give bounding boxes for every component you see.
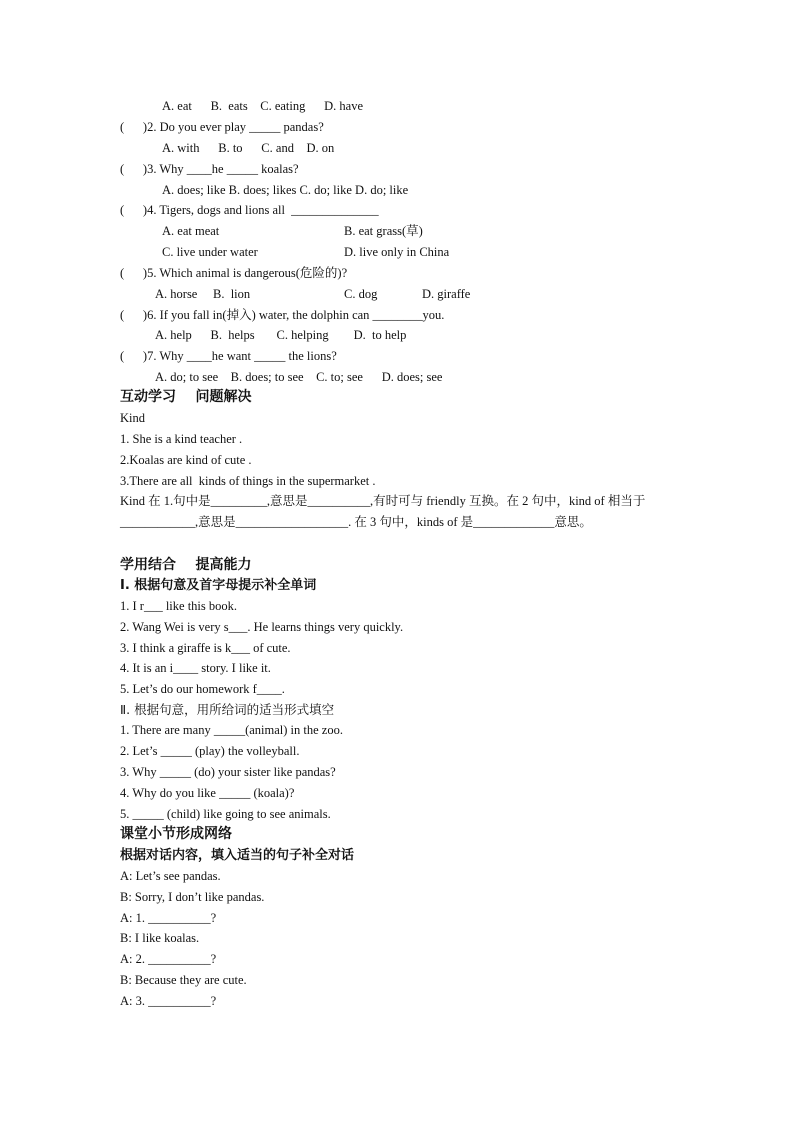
q2-stem: ( )2. Do you ever play _____ pandas? [120, 120, 324, 134]
q1-options: A. eat B. eats C. eating D. have [162, 99, 363, 113]
q5-option-ab: A. horse B. lion [155, 287, 251, 301]
q4-option-d: D. live only in China [344, 245, 450, 259]
part2-item-2: 2. Let’s _____ (play) the volleyball. [120, 744, 300, 758]
dialogue-line-4: B: I like koalas. [120, 931, 200, 945]
q3-options: A. does; like B. does; likes C. do; like D. do; like [162, 183, 409, 197]
q5-option-c: C. dog [344, 287, 378, 301]
dialogue-line-1: A: Let’s see pandas. [120, 869, 221, 883]
q5-stem: ( )5. Which animal is dangerous(危险的)? [120, 266, 348, 280]
part1-item-5: 5. Let’s do our homework f____. [120, 682, 285, 696]
kind-sentence-2: 2.Koalas are kind of cute . [120, 453, 252, 467]
kind-word: Kind [120, 411, 145, 425]
q6-options: A. help B. helps C. helping D. to help [155, 328, 407, 342]
q4-option-a: A. eat meat [162, 224, 220, 238]
part1-item-1: 1. I r___ like this book. [120, 599, 238, 613]
dialogue-line-6: B: Because they are cute. [120, 973, 247, 987]
dialogue-line-7: A: 3. __________? [120, 994, 217, 1008]
q5-option-d: D. giraffe [422, 287, 471, 301]
q6-stem: ( )6. If you fall in(掉入) water, the dolphin can ________you. [120, 308, 445, 322]
part1-item-4: 4. It is an i____ story. I like it. [120, 661, 271, 675]
part1-item-3: 3. I think a giraffe is k___ of cute. [120, 641, 291, 655]
section-title-application: 学用结合 提高能力 [120, 557, 252, 573]
dialogue-line-2: B: Sorry, I don’t like pandas. [120, 890, 265, 904]
q7-stem: ( )7. Why ____he want _____ the lions? [120, 349, 337, 363]
dialogue-line-3: A: 1. __________? [120, 911, 217, 925]
part1-item-2: 2. Wang Wei is very s___. He learns things very quickly. [120, 620, 404, 634]
section-title-summary: 课堂小节形成网络 [120, 826, 232, 842]
section-title-interactive: 互动学习 问题解决 [120, 389, 252, 405]
kind-sentence-3: 3.There are all kinds of things in the supermarket . [120, 474, 376, 488]
part2-item-4: 4. Why do you like _____ (koala)? [120, 786, 295, 800]
q7-options: A. do; to see B. does; to see C. to; see D. does; see [155, 370, 443, 384]
q4-option-c: C. live under water [162, 245, 258, 259]
kind-sentence-1: 1. She is a kind teacher . [120, 432, 243, 446]
dialogue-line-5: A: 2. __________? [120, 952, 217, 966]
part2-item-5: 5. _____ (child) like going to see animals. [120, 807, 331, 821]
part2-item-1: 1. There are many _____(animal) in the zoo. [120, 723, 343, 737]
q3-stem: ( )3. Why ____he _____ koalas? [120, 162, 299, 176]
kind-explanation-paragraph: Kind 在 1.句中是_________,意思是__________,有时可与 friendly 互换。在 2 句中，kind of 相当于____________,意思是__________________. 在 3 句中，kinds of 是_____________意思。 [120, 494, 646, 529]
part2-item-3: 3. Why _____ (do) your sister like pandas? [120, 765, 336, 779]
q2-options: A. with B. to C. and D. on [162, 141, 335, 155]
dialogue-instructions: 根据对话内容，填入适当的句子补全对话 [120, 848, 355, 863]
part2-title: Ⅱ. 根据句意，用所给词的适当形式填空 [120, 702, 335, 717]
q4-stem: ( )4. Tigers, dogs and lions all ______________ [120, 203, 379, 217]
part1-title: Ⅰ. 根据句意及首字母提示补全单词 [120, 578, 317, 593]
q4-option-b: B. eat grass(草) [344, 224, 423, 238]
